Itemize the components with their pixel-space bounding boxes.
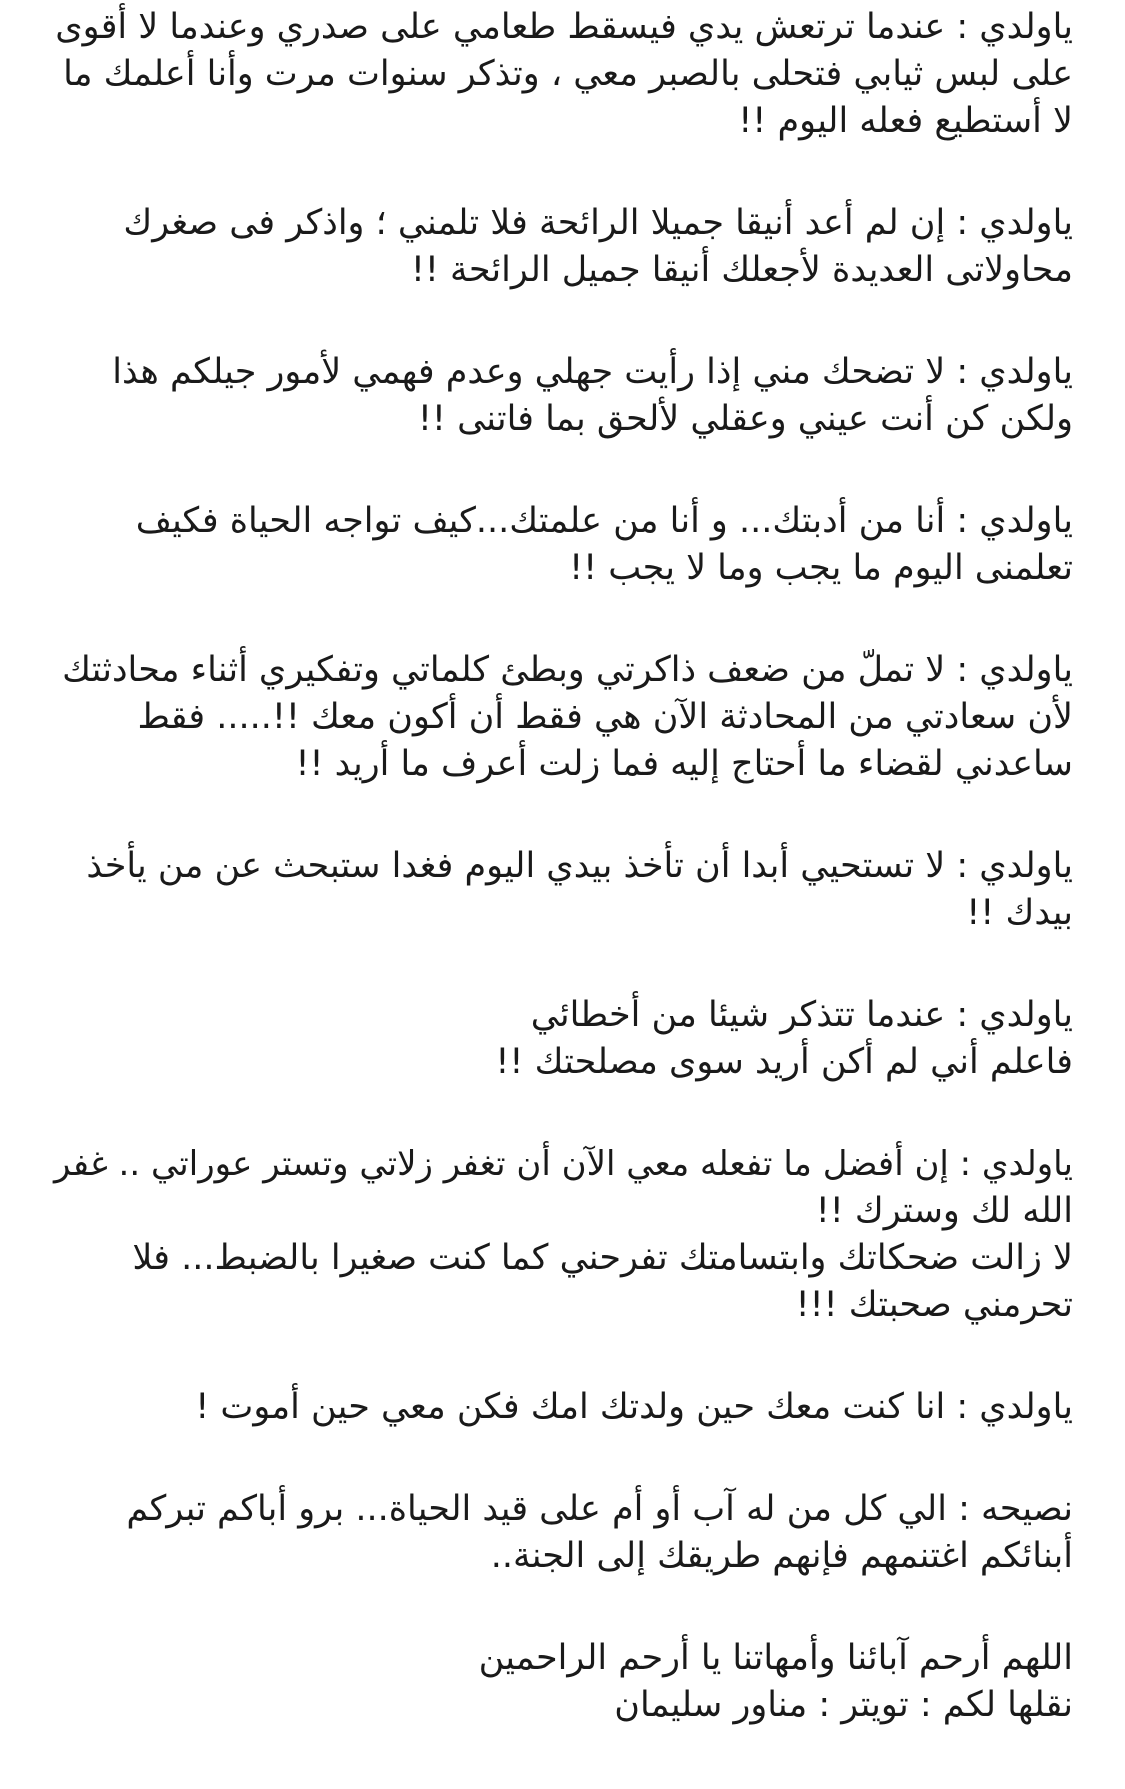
text-line: ياولدي : عندما ترتعش يدي فيسقط طعامي على صدري وعندما لا أقوى [55,7,1073,47]
text-line: محاولاتى العديدة لأجعلك أنيقا جميل الرائحة !! [410,250,1073,290]
text-line: ساعدني لقضاء ما أحتاج إليه فما زلت أعرف ما أريد !! [295,744,1073,784]
paragraph-4 [38,498,1073,592]
credit-line: نقلها لكم : تويتر : مناور سليمان [614,1685,1073,1725]
text-line: ياولدي : إن لم أعد أنيقا جميلا الرائحة فلا تلمني ؛ واذكر فى صغرك [123,203,1073,243]
prayer-line: اللهم أرحم آبائنا وأمهاتنا يا أرحم الراحمين [478,1638,1073,1678]
text-line: ياولدي : لا تضحك مني إذا رأيت جهلي وعدم فهمي لأمور جيلكم هذا [112,352,1073,392]
paragraph-advice [38,1486,1073,1580]
paragraph-2 [38,200,1073,294]
text-line: ياولدي : إن أفضل ما تفعله معي الآن أن تغفر زلاتي وتستر عوراتي .. غفر [53,1144,1073,1184]
text-line: لأن سعادتي من المحادثة الآن هي فقط أن أكون معك !!..... فقط [137,697,1073,737]
text-line: فاعلم أني لم أكن أريد سوى مصلحتك !! [495,1042,1073,1082]
paragraph-prayer-credit [38,1635,1073,1729]
paragraph-7 [38,992,1073,1086]
text-line: ياولدي : انا كنت معك حين ولدتك امك فكن معي حين أموت ! [195,1387,1073,1427]
text-line: ياولدي : لا تملّ من ضعف ذاكرتي وبطئ كلماتي وتفكيري أثناء محادثتك [62,650,1073,690]
text-line: ياولدي : أنا من أدبتك... و أنا من علمتك...كيف تواجه الحياة فكيف [135,501,1073,541]
text-line: الله لك وسترك !! [815,1191,1073,1231]
paragraph-3 [38,349,1073,443]
text-line: تحرمني صحبتك !!! [795,1285,1073,1325]
text-line: لا أستطيع فعله اليوم !! [738,101,1073,141]
text-line: لا زالت ضحكاتك وابتسامتك تفرحني كما كنت صغيرا بالضبط... فلا [132,1238,1073,1278]
text-line: تعلمنى اليوم ما يجب وما لا يجب !! [569,548,1073,588]
paragraph-5 [38,647,1073,788]
text-line: ولكن كن أنت عيني وعقلي لألحق بما فاتنى !! [417,399,1073,439]
paragraph-8 [38,1141,1073,1329]
paragraph-1 [38,4,1073,145]
text-line: ياولدي : لا تستحيي أبدا أن تأخذ بيدي اليوم فغدا ستبحث عن من يأخذ [86,846,1073,886]
paragraph-6 [38,843,1073,937]
paragraph-9 [38,1384,1073,1431]
text-line: ياولدي : عندما تتذكر شيئا من أخطائي [530,995,1073,1035]
text-line: بيدك !! [966,893,1073,933]
text-line: أبنائكم اغتنمهم فإنهم طريقك إلى الجنة.. [490,1536,1073,1576]
text-line: نصيحه : الي كل من له آب أو أم على قيد الحياة... برو أباكم تبركم [126,1489,1073,1529]
text-line: على لبس ثيابي فتحلى بالصبر معي ، وتذكر سنوات مرت وأنا أعلمك ما [63,54,1073,94]
